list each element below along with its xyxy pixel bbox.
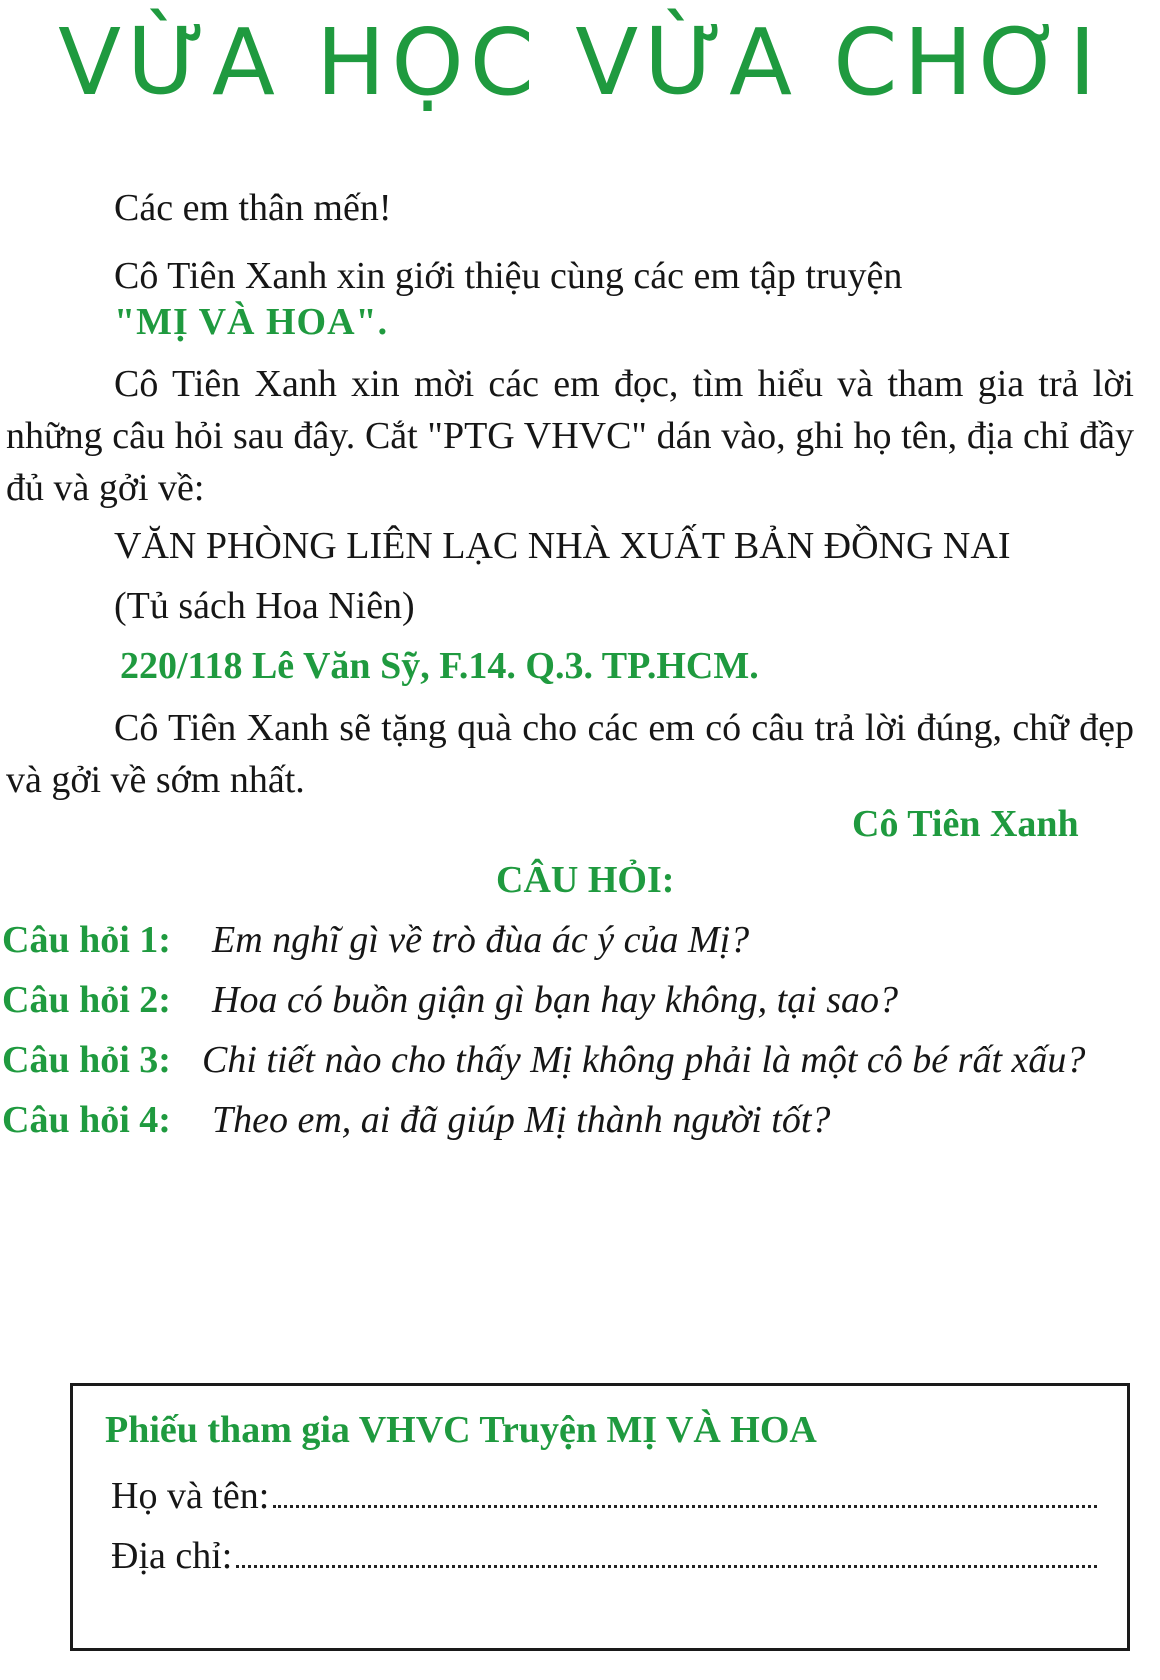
prize-note: Cô Tiên Xanh sẽ tặng quà cho các em có câu trả lời đúng, chữ đẹp và gởi về sớm nhất. [6,707,1134,801]
question-text: Theo em, ai đã giúp Mị thành người tốt? [212,1099,831,1141]
address-street: 220/118 Lê Văn Sỹ, F.14. Q.3. TP.HCM. [120,645,759,687]
question-label: Câu hỏi 2: [2,979,171,1021]
invitation-paragraph: Cô Tiên Xanh xin mời các em đọc, tìm hiểu và tham gia trả lời những câu hỏi sau đây. Cắt "PTG VHVC" dán vào, ghi họ tên, địa chỉ đầy đủ và gởi về: [6,363,1134,509]
question-label: Câu hỏi 4: [2,1099,171,1141]
address-office: VĂN PHÒNG LIÊN LẠC NHÀ XUẤT BẢN ĐỒNG NAI [114,525,1011,567]
question-text: Em nghĩ gì về trò đùa ác ý của Mị? [212,919,750,961]
question-1 [2,918,749,962]
address-series: (Tủ sách Hoa Niên) [114,585,415,627]
question-4 [2,1098,830,1142]
questions-heading: CÂU HỎI: [496,859,675,901]
name-field-label: Họ và tên: [111,1475,270,1517]
question-2 [2,978,898,1022]
entry-form-box [70,1383,1130,1651]
question-text: Hoa có buồn giận gì bạn hay không, tại sao? [212,979,899,1021]
page-title: VỪA HỌC VỪA CHƠI [58,9,1102,116]
address-field-line[interactable] [236,1535,1097,1568]
address-field[interactable] [111,1534,1097,1578]
question-label: Câu hỏi 1: [2,919,171,961]
signature: Cô Tiên Xanh [852,803,1079,845]
address-field-label: Địa chỉ: [111,1535,233,1577]
name-field-line[interactable] [273,1475,1097,1508]
question-text: Chi tiết nào cho thấy Mị không phải là một cô bé rất xấu? [202,1039,1086,1081]
book-title: "MỊ VÀ HOA". [114,301,389,343]
intro-line: Cô Tiên Xanh xin giới thiệu cùng các em tập truyện [114,255,903,297]
question-3 [2,1038,1085,1082]
greeting: Các em thân mến! [114,187,392,229]
name-field[interactable] [111,1474,1097,1518]
question-label: Câu hỏi 3: [2,1039,171,1081]
entry-form-title: Phiếu tham gia VHVC Truyện MỊ VÀ HOA [105,1409,817,1451]
